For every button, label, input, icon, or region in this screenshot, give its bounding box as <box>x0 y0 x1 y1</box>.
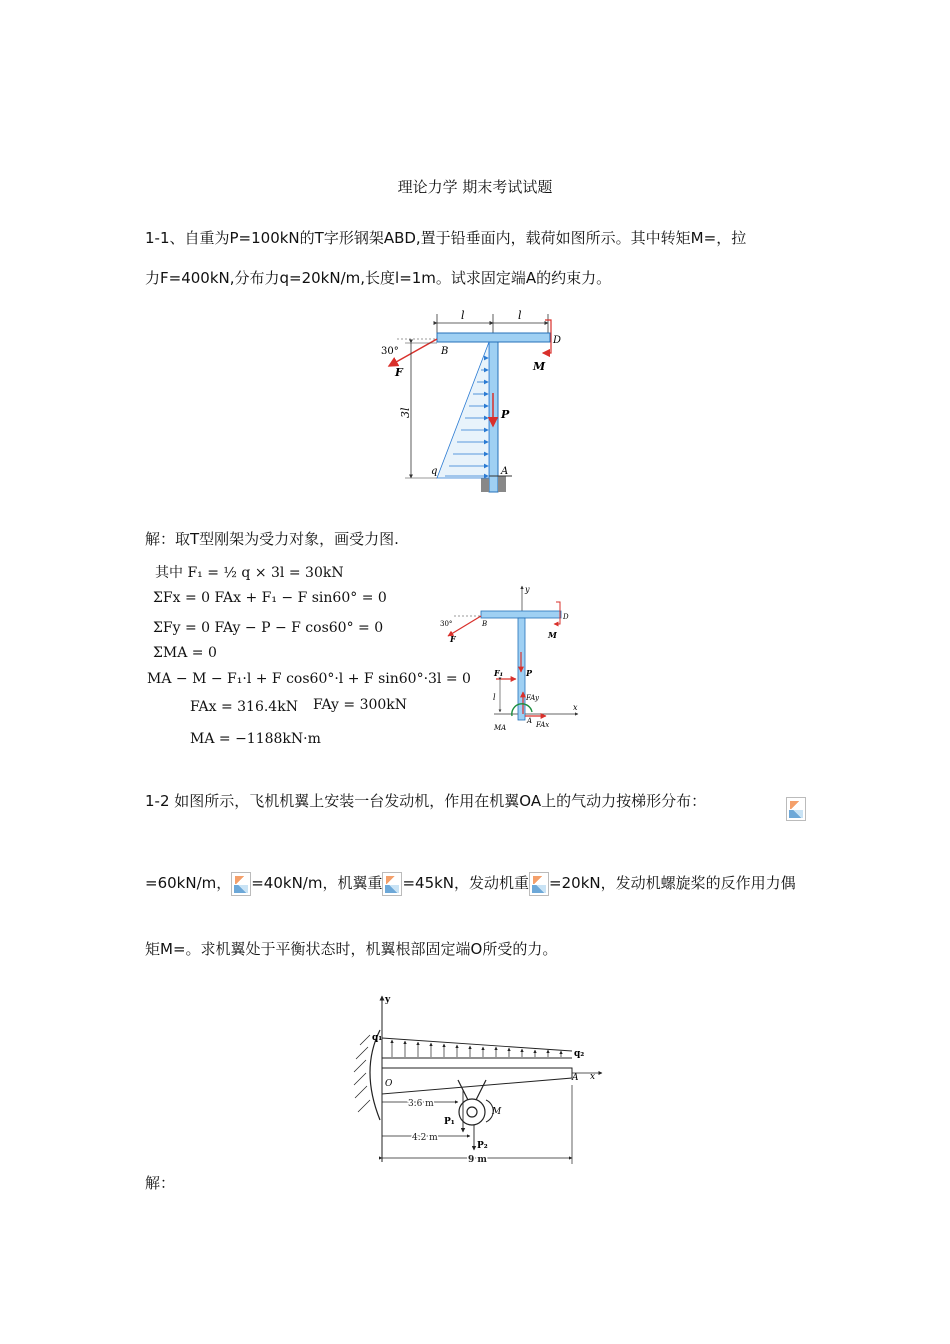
fbd-d: D <box>563 613 569 621</box>
wing-dim-9: 9 m <box>468 1155 487 1165</box>
free-body-figure <box>436 582 584 732</box>
label-d: D <box>553 335 562 346</box>
broken-image-icon <box>529 872 549 896</box>
eq-f1: 其中 F₁ = ½ q × 3l = 30kN <box>155 565 344 581</box>
label-angle: 30° <box>381 346 399 357</box>
fbd-l: l <box>493 693 496 702</box>
axis-x: x <box>573 703 578 712</box>
q1-text-line2: 力F=400kN,分布力q=20kN/m,长度l=1m。试求固定端A的约束力。 <box>145 269 612 287</box>
dim-3l: 3l <box>399 407 412 418</box>
axis-y: y <box>525 585 530 594</box>
q2-text-line1: 1-2 如图所示，飞机机翼上安装一台发动机，作用在机翼OA上的气动力按梯形分布： <box>145 792 707 810</box>
broken-image-icon <box>231 872 251 896</box>
eq-sum-fx: ΣFx = 0 FAx + F₁ − F sin60° = 0 <box>153 590 387 606</box>
wing-p1: P₁ <box>444 1117 455 1127</box>
fbd-fax: FAx <box>536 721 550 729</box>
q1-solution-intro: 解：取T型刚架为受力对象，画受力图. <box>145 530 399 548</box>
result-fay: FAy = 300kN <box>313 697 408 713</box>
q2-val-p2: =20kN，发动机螺旋桨的反作用力偶 <box>549 874 796 892</box>
q2-val-p1: =45kN，发动机重 <box>402 874 530 892</box>
label-m: M <box>533 360 546 373</box>
broken-image-icon <box>382 872 402 896</box>
eq-sum-ma: ΣMA = 0 <box>153 645 217 661</box>
wing-p2: P₂ <box>477 1141 488 1151</box>
q2-val-q2: =40kN/m，机翼重 <box>251 874 383 892</box>
fbd-m: M <box>548 630 557 640</box>
t-frame-figure <box>375 308 585 500</box>
broken-image-icon <box>786 797 806 821</box>
fbd-f: F <box>450 634 456 644</box>
q1-text-line1: 1-1、自重为P=100kN的T字形钢架ABD,置于铅垂面内，载荷如图所示。其中转矩M=，拉 <box>145 229 747 247</box>
fbd-f1: F₁ <box>494 668 504 678</box>
q2-text-line3: 矩M=。求机翼处于平衡状态时，机翼根部固定端O所受的力。 <box>145 940 558 958</box>
label-a: A <box>501 466 509 477</box>
q2-text-line2 <box>145 871 810 896</box>
label-q: q <box>431 466 438 477</box>
dim-l-right: l <box>518 309 522 322</box>
q2-val-q1: =60kN/m， <box>145 874 232 892</box>
fbd-ma: MA <box>494 724 507 732</box>
label-p: P <box>501 408 510 421</box>
wing-axis-y: y <box>385 995 391 1005</box>
wing-o: O <box>385 1079 393 1089</box>
wing-m: M <box>492 1107 502 1117</box>
eq-sum-fy: ΣFy = 0 FAy − P − F cos60° = 0 <box>153 620 384 636</box>
result-ma: MA = −1188kN·m <box>190 731 321 747</box>
wing-q2: q₂ <box>574 1049 585 1059</box>
wing-dim-42: 4.2 m <box>412 1133 438 1143</box>
wing-x: x <box>590 1072 596 1082</box>
fbd-a: A <box>527 717 533 725</box>
wing-dim-36: 3.6 m <box>408 1099 434 1109</box>
page-title: 理论力学 期末考试试题 <box>397 178 553 196</box>
label-f: F <box>395 366 403 379</box>
fbd-fay: FAy <box>526 694 539 702</box>
fbd-p: P <box>526 668 533 678</box>
fbd-angle: 30° <box>440 620 453 628</box>
wing-a: A <box>572 1073 579 1083</box>
wing-q1: q₁ <box>372 1033 383 1043</box>
q2-solution-label: 解： <box>145 1174 176 1192</box>
dim-l-left: l <box>461 309 465 322</box>
result-fax: FAx = 316.4kN <box>190 699 298 715</box>
wing-figure <box>350 990 610 1166</box>
eq-moment: MA − M − F₁·l + F cos60°·l + F sin60°·3l = 0 <box>147 671 471 687</box>
fbd-b: B <box>482 620 488 628</box>
label-b: B <box>441 346 449 357</box>
